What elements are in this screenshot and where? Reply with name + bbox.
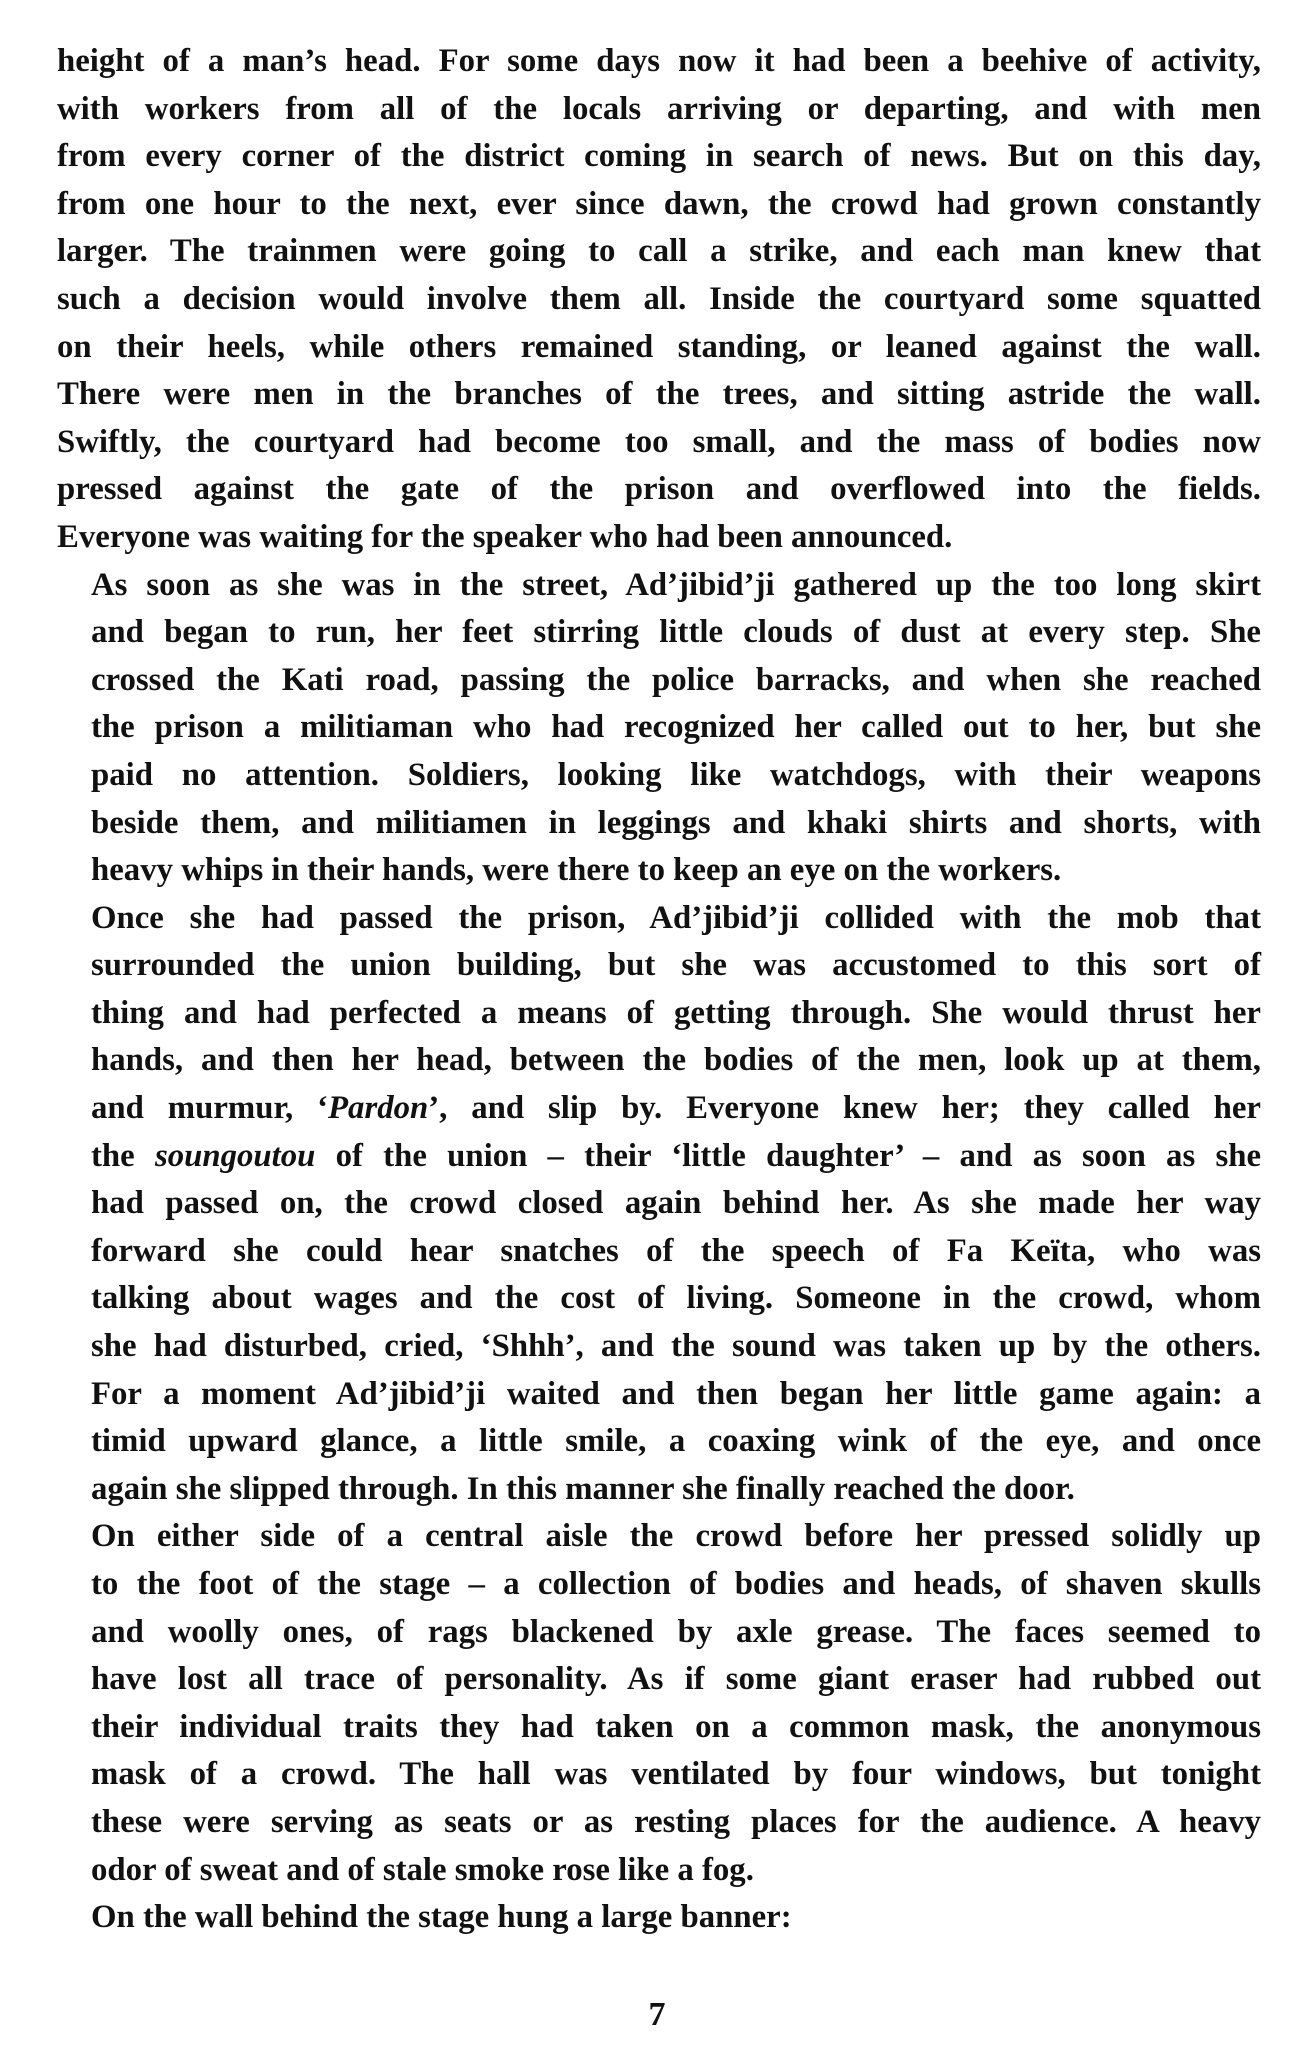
- text-line: On the wall behind the stage hung a large banner:: [91, 1899, 792, 1936]
- text-line: beside them, and militiamen in leggings and khaki shirts and shorts, with: [91, 804, 1261, 841]
- text-line: and began to run, her feet stirring little clouds of dust at every step. She: [91, 614, 1261, 651]
- text-line: and woolly ones, of rags blackened by axle grease. The faces seemed to: [91, 1613, 1261, 1650]
- text-line: from one hour to the next, ever since dawn, the crowd had grown constantly: [57, 185, 1261, 222]
- paragraph: [57, 895, 1261, 1514]
- text-line: pressed against the gate of the prison and overflowed into the fields.: [57, 471, 1261, 508]
- paragraph: [57, 562, 1261, 895]
- text-line: with workers from all of the locals arriving or departing, and with men: [57, 90, 1261, 127]
- text-line: There were men in the branches of the trees, and sitting astride the wall.: [57, 376, 1261, 413]
- italic-word: soungoutou: [154, 1137, 316, 1174]
- text-line: again she slipped through. In this manner she finally reached the door.: [91, 1470, 1075, 1507]
- text-line: the prison a militiaman who had recognized her called out to her, but she: [91, 709, 1261, 746]
- text-line: had passed on, the crowd closed again behind her. As she made her way: [91, 1185, 1261, 1222]
- text-line: hands, and then her head, between the bodies of the men, look up at them,: [91, 1042, 1261, 1079]
- text-line: talking about wages and the cost of living. Someone in the crowd, whom: [91, 1280, 1261, 1317]
- text-line: For a moment Ad’jibid’ji waited and then began her little game again: a: [91, 1375, 1261, 1412]
- text-line: Swiftly, the courtyard had become too small, and the mass of bodies now: [57, 423, 1261, 460]
- text-line: such a decision would involve them all. Inside the courtyard some squatted: [57, 280, 1261, 317]
- text-line: crossed the Kati road, passing the police barracks, and when she reached: [91, 661, 1261, 698]
- paragraph: [57, 1513, 1261, 1894]
- text-line: heavy whips in their hands, were there to keep an eye on the workers.: [91, 852, 1062, 889]
- body-text: [57, 38, 1261, 1942]
- text-line: forward she could hear snatches of the speech of Fa Keïta, who was: [91, 1232, 1261, 1269]
- page-number: 7: [648, 1996, 666, 2033]
- text-line: their individual traits they had taken on a common mask, the anonymous: [91, 1708, 1261, 1745]
- text-line: On either side of a central aisle the crowd before her pressed solidly up: [91, 1518, 1261, 1555]
- text-line: to the foot of the stage – a collection of bodies and heads, of shaven skulls: [91, 1566, 1261, 1602]
- text-line: surrounded the union building, but she was accustomed to this sort of: [91, 947, 1261, 984]
- text-line: from every corner of the district coming in search of news. But on this day,: [57, 138, 1261, 175]
- text-line: have lost all trace of personality. As if some giant eraser had rubbed out: [91, 1661, 1261, 1698]
- text-line: mask of a crowd. The hall was ventilated by four windows, but tonight: [91, 1756, 1261, 1793]
- text-line: the soungoutou of the union – their ‘little daughter’ – and as soon as she: [91, 1137, 1261, 1174]
- paragraph: [57, 38, 1261, 562]
- text-line: paid no attention. Soldiers, looking like watchdogs, with their weapons: [91, 756, 1261, 793]
- text-line: As soon as she was in the street, Ad’jibid’ji gathered up the too long skirt: [91, 566, 1261, 603]
- text-line: odor of sweat and of stale smoke rose like a fog.: [91, 1851, 754, 1888]
- text-line: timid upward glance, a little smile, a coaxing wink of the eye, and once: [91, 1423, 1261, 1460]
- text-line: she had disturbed, cried, ‘Shhh’, and the sound was taken up by the others.: [91, 1328, 1261, 1365]
- text-line: larger. The trainmen were going to call a strike, and each man knew that: [57, 233, 1261, 270]
- paragraph: [57, 1894, 1261, 1942]
- text-line: Once she had passed the prison, Ad’jibid’ji collided with the mob that: [91, 899, 1261, 936]
- text-line: these were serving as seats or as resting places for the audience. A heavy: [91, 1803, 1261, 1840]
- italic-word: Pardon: [328, 1090, 429, 1127]
- text-line: and murmur, ‘Pardon’, and slip by. Everyone knew her; they called her: [91, 1090, 1261, 1127]
- text-line: on their heels, while others remained standing, or leaned against the wall.: [57, 328, 1261, 365]
- text-line: height of a man’s head. For some days now it had been a beehive of activity,: [57, 43, 1261, 79]
- text-line: Everyone was waiting for the speaker who had been announced.: [57, 518, 953, 555]
- text-line: thing and had perfected a means of getting through. She would thrust her: [91, 994, 1261, 1031]
